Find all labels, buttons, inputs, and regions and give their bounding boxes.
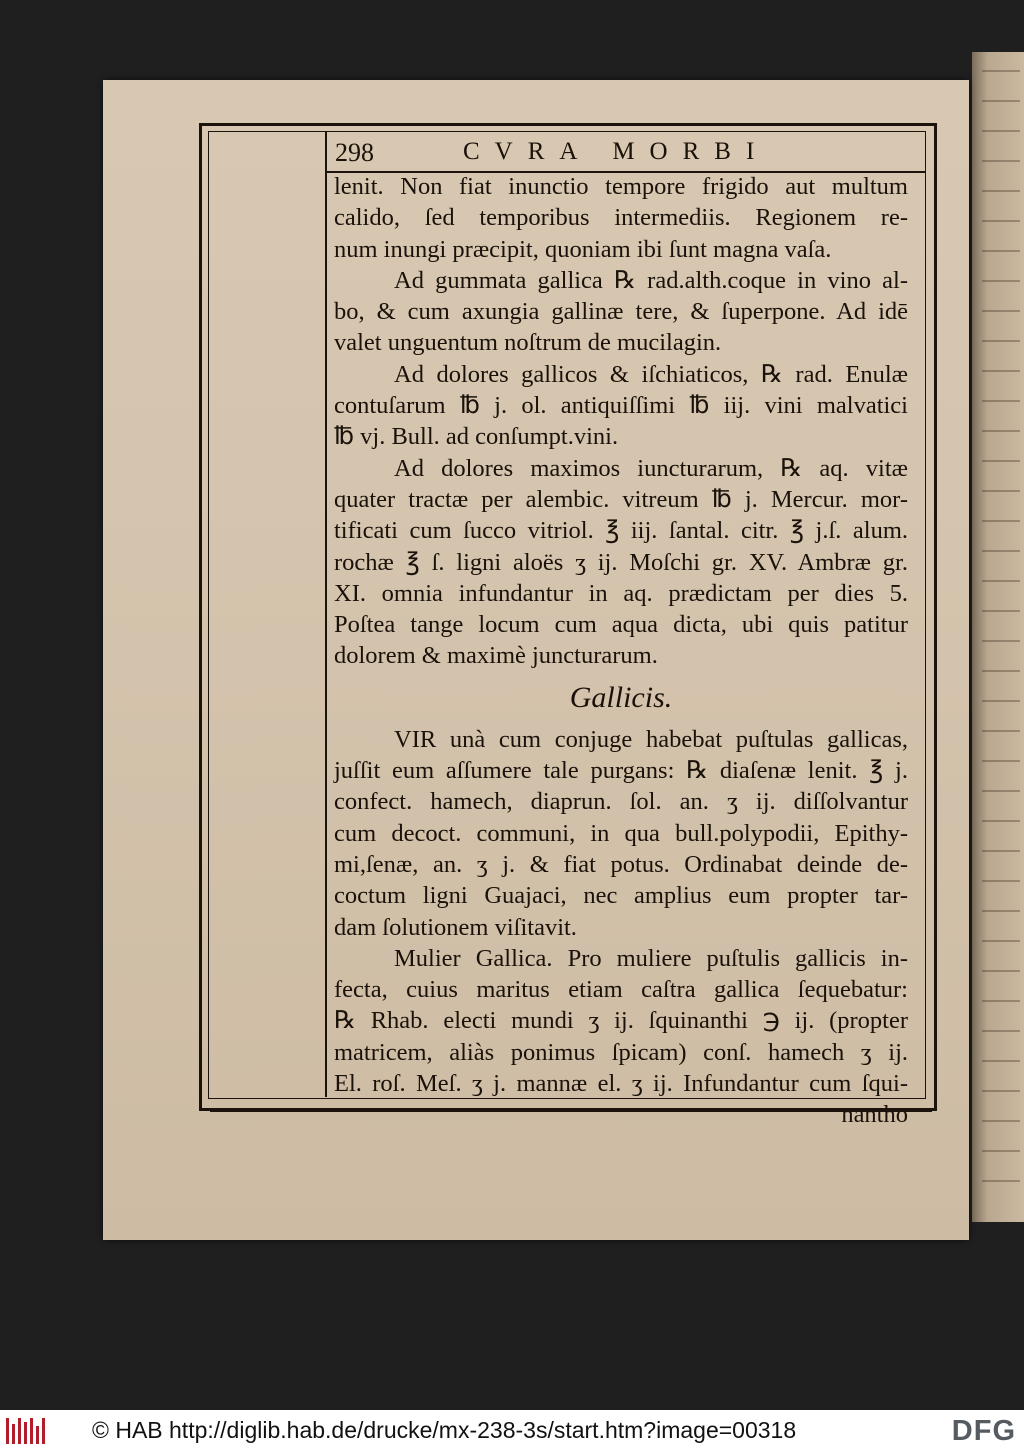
text-line: Ad gummata gallica ℞ rad.alth.coque in vino al- — [394, 266, 908, 294]
text-line: matricem, aliàs ponimus ſpicam) conſ. hamech ʒ ij. — [334, 1038, 908, 1066]
text-line: rochæ ℥ ſ. ligni aloës ʒ ij. Moſchi gr. XV. Ambræ gr. — [334, 548, 908, 576]
footer-bar — [0, 1410, 1024, 1453]
text-line: valet unguentum noſtrum de mucilagin. — [334, 329, 722, 357]
text-line: El. roſ. Meſ. ʒ j. mannæ el. ʒ ij. Infundantur cum ſqui- — [334, 1070, 908, 1098]
text-line: tificati cum ſucco vitriol. ℥ iij. ſantal. citr. ℥ j.ſ. alum. — [334, 517, 908, 545]
text-line: Ad dolores gallicos & iſchiaticos, ℞ rad. Enulæ — [394, 360, 908, 388]
text-line: mi,ſenæ, an. ʒ j. & fiat potus. Ordinabat deinde de- — [334, 850, 908, 878]
text-line: cum decoct. communi, in qua bull.polypodii, Epithy- — [334, 819, 908, 847]
facing-page-text-lines — [982, 70, 1020, 1200]
text-line: lenit. Non fiat inunctio tempore frigido aut multum — [334, 173, 908, 200]
text-line: Ad dolores maximos iuncturarum, ℞ aq. vitæ — [394, 454, 908, 482]
text-block — [334, 171, 908, 1131]
text-line: quater tractæ per alembic. vitreum ℔ j. Mercur. mor- — [334, 485, 908, 513]
margin-rule — [325, 131, 327, 1097]
text-line: calido, ſed temporibus intermediis. Regionem re- — [334, 204, 908, 232]
hab-logo-icon — [6, 1418, 46, 1444]
page-number: 298 — [335, 138, 374, 167]
running-title: CVRA MORBI — [463, 138, 770, 165]
text-line: dolorem & maximè juncturarum. — [334, 642, 658, 670]
text-line: confect. hamech, diaprun. ſol. an. ʒ ij. diſſolvantur — [334, 788, 908, 816]
text-line: coctum ligni Guajaci, nec amplius eum propter tar- — [334, 882, 908, 910]
text-line: Mulier Gallica. Pro muliere puſtulis gallicis in- — [394, 944, 908, 972]
text-line: Poſtea tange locum cum aqua dicta, ubi quis patitur — [334, 611, 908, 639]
copyright-link[interactable]: © HAB http://diglib.hab.de/drucke/mx-238-3s/start.htm?image=00318 — [92, 1417, 797, 1443]
text-line: bo, & cum axungia gallinæ tere, & ſuperpone. Ad idē — [334, 298, 908, 326]
page-header — [335, 138, 910, 172]
text-line: num inungi præcipit, quoniam ibi ſunt magna vaſa. — [334, 235, 832, 263]
text-line: fecta, cuius maritus etiam caſtra gallica ſequebatur: — [334, 976, 908, 1004]
dfg-logo: DFG — [951, 1415, 1016, 1447]
text-line: ℞ Rhab. electi mundi ʒ ij. ſquinanthi ℈ ij. (propter — [334, 1007, 908, 1035]
text-line: dam ſolutionem viſitavit. — [334, 913, 577, 941]
text-line: VIR unà cum conjuge habebat puſtulas gallicas, — [394, 725, 908, 753]
text-line: ℔ vj. Bull. ad conſumpt.vini. — [334, 423, 619, 451]
section-heading: Gallicis. — [569, 680, 673, 714]
text-line: XI. omnia infundantur in aq. prædictam per dies 5. — [334, 579, 908, 607]
text-line: nantho — [841, 1101, 908, 1129]
text-line: contuſarum ℔ j. ol. antiquiſſimi ℔ iij. vini malvatici — [334, 392, 908, 420]
text-line: juſſit eum aſſumere tale purgans: ℞ diaſenæ lenit. ℥ j. — [334, 757, 908, 785]
